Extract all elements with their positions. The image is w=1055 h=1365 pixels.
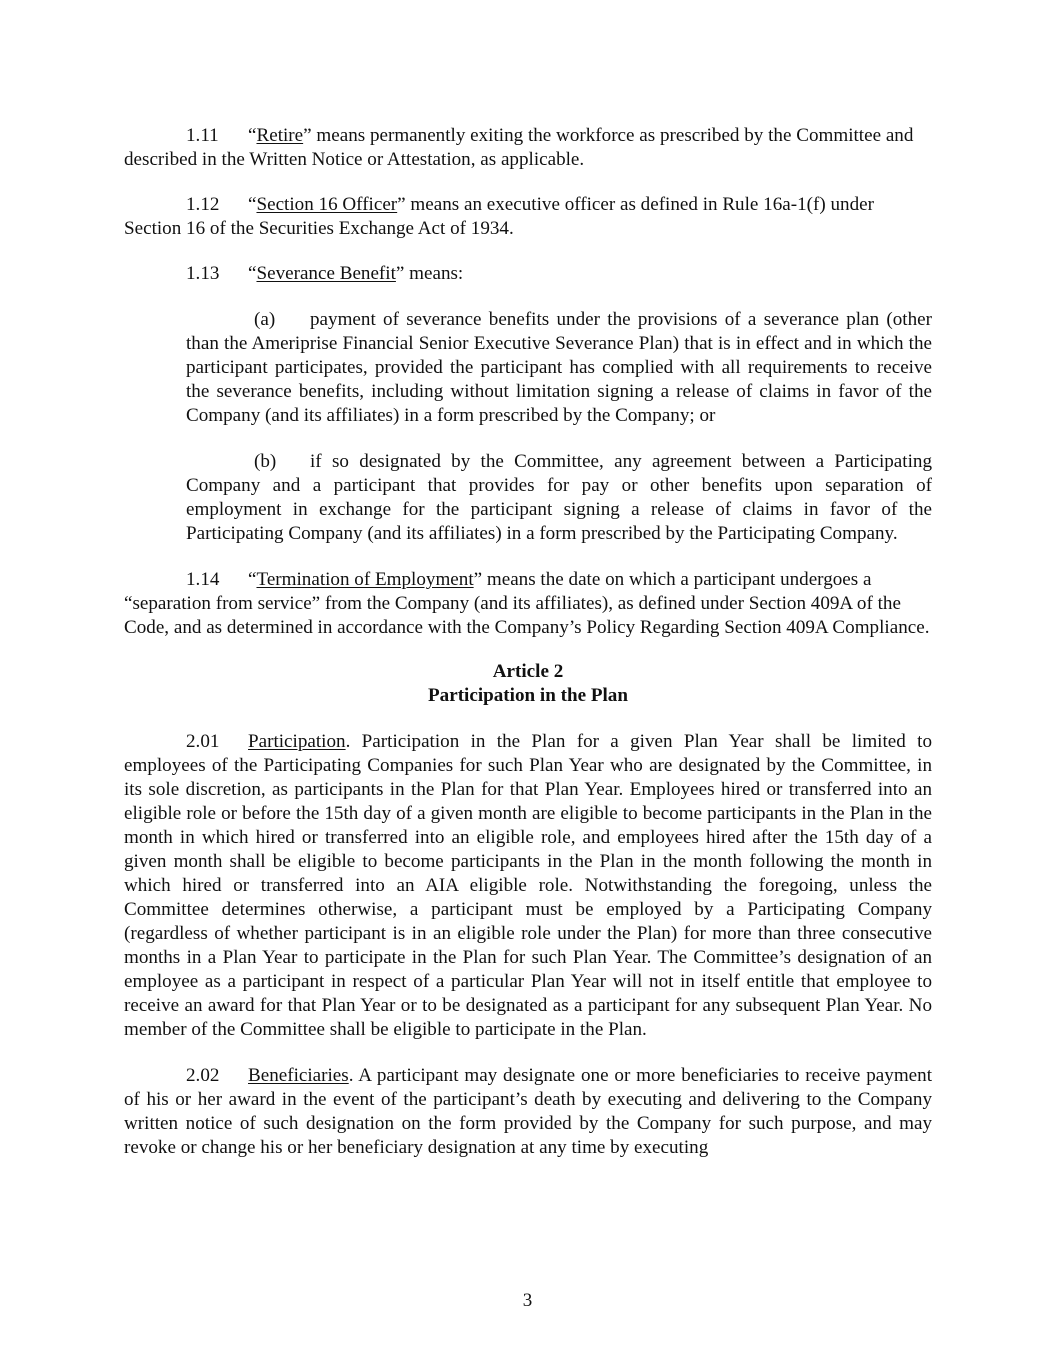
subsection-label: (a) xyxy=(254,309,276,330)
section-2-02 xyxy=(124,1064,932,1160)
definition-text: ” means: xyxy=(395,263,464,284)
definition-text: ” means permanently exiting the workforce as prescribed by the Committee and described in the Written Notice or Attestation, as applicable. xyxy=(124,125,914,170)
section-number: 1.12 xyxy=(186,194,220,215)
section-text: . A participant may designate one or more beneficiaries to receive payment of his or her award in the event of the participant’s death by executing and delivering to the Company written notice of such designation on the form provided by the Company for such purpose, and may revoke or change his or her beneficiary designation at any time by executing xyxy=(124,1065,932,1158)
subsection-text: payment of severance benefits under the provisions of a severance plan (other than the Ameriprise Financial Senior Executive Severance Plan) that is in effect and in which the participant participates, provided the participant has complied with all requirements to receive the severance benefits, including without limitation signing a release of claims in favor of the Company (and its affiliates) in a form prescribed by the Company; or xyxy=(186,309,932,426)
document-page xyxy=(124,124,932,1182)
subsection-text: if so designated by the Committee, any agreement between a Participating Company and a participant that provides for pay or other benefits upon separation of employment in exchange for the participant signing a release of claims in favor of the Participating Company (and its affiliates) in a form prescribed by the Participating Company. xyxy=(186,451,932,544)
section-number: 2.02 xyxy=(186,1065,220,1086)
section-1-12 xyxy=(124,193,932,241)
article-subtitle: Participation in the Plan xyxy=(428,685,628,706)
definition-text: ” means the date on which a participant undergoes a “separation from service” from the Company (and its affiliates), as defined under Section 409A of the Code, and as determined in accordance with the Company’s Policy Regarding Section 409A Compliance. xyxy=(124,569,930,638)
article-heading xyxy=(124,660,932,708)
section-number: 1.14 xyxy=(186,569,220,590)
definition-text: ” means an executive officer as defined in Rule 16a-1(f) under Section 16 of the Securities Exchange Act of 1934. xyxy=(124,194,874,239)
defined-term: Section 16 Officer xyxy=(256,194,398,215)
section-2-01 xyxy=(124,730,932,1042)
open-quote: “ xyxy=(248,569,257,590)
defined-term: Retire xyxy=(256,125,304,146)
section-number: 1.13 xyxy=(186,263,220,284)
subsection-a xyxy=(186,308,932,428)
open-quote: “ xyxy=(248,263,257,284)
section-heading: Participation xyxy=(248,731,346,752)
section-heading: Beneficiaries xyxy=(248,1065,349,1086)
open-quote: “ xyxy=(248,194,257,215)
section-1-11 xyxy=(124,124,932,172)
defined-term: Termination of Employment xyxy=(256,569,474,590)
section-1-13 xyxy=(124,262,932,286)
page-number: 3 xyxy=(522,1290,533,1311)
article-title: Article 2 xyxy=(492,661,564,682)
section-number: 2.01 xyxy=(186,731,220,752)
subsection-b xyxy=(186,450,932,546)
section-number: 1.11 xyxy=(186,125,219,146)
subsection-label: (b) xyxy=(254,451,277,472)
section-text: . Participation in the Plan for a given Plan Year shall be limited to employees of the Participating Companies for such Plan Year who are designated by the Committee, in its sole discretion, as participants in the Plan for that Plan Year. Employees hired or transferred into an eligible role or before the 15th day of a given month are eligible to become participants in the Plan in the month in which hired or transferred into an eligible role, and employees hired after the 15th day of a given month shall be eligible to become participants in the Plan in the month following the month in which hired or transferred into an AIA eligible role. Notwithstanding the foregoing, unless the Committee determines otherwise, a participant must be employed by a Participating Company (regardless of whether participant is in an eligible role under the Plan) for more than three consecutive months in a Plan Year to participate in the Plan for such Plan Year. The Committee’s designation of an employee as a participant in respect of a particular Plan Year will not in itself entitle that employee to receive an award for that Plan Year or to be designated as a participant for any subsequent Plan Year. No member of the Committee shall be eligible to participate in the Plan. xyxy=(124,731,932,1040)
open-quote: “ xyxy=(248,125,257,146)
section-1-14 xyxy=(124,568,932,640)
defined-term: Severance Benefit xyxy=(256,263,396,284)
